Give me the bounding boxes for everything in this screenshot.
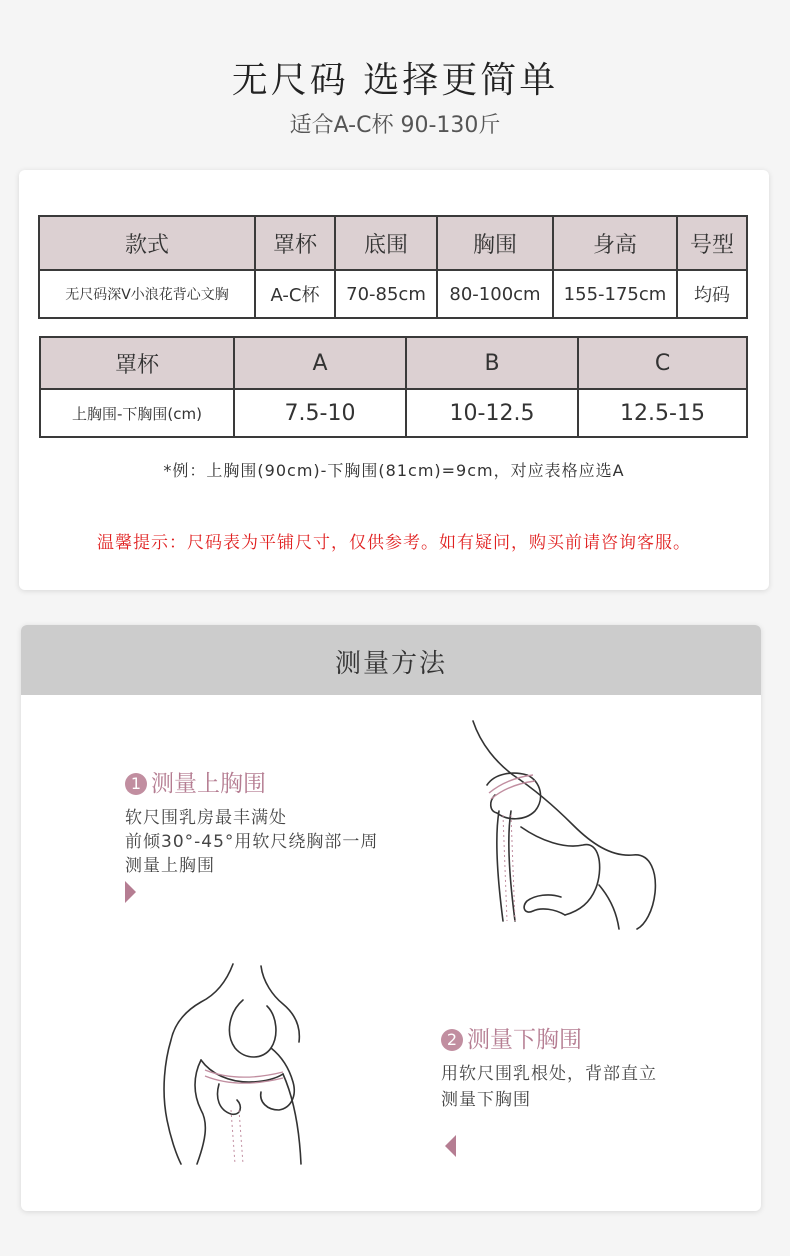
step2-number: 2 bbox=[441, 1029, 463, 1051]
cup-header-label: 罩杯 bbox=[40, 337, 234, 389]
upper-bust-figure-icon bbox=[461, 715, 671, 930]
size-cell-style: 无尺码深V小浪花背心文胸 bbox=[39, 270, 255, 318]
table-row bbox=[40, 389, 747, 437]
cup-value-a: 7.5-10 bbox=[234, 389, 406, 437]
under-bust-figure-icon bbox=[131, 960, 331, 1165]
cup-table bbox=[39, 336, 748, 438]
cup-value-b: 10-12.5 bbox=[406, 389, 578, 437]
size-header-underbust: 底围 bbox=[335, 216, 437, 270]
cup-header-a: A bbox=[234, 337, 406, 389]
size-header-size: 号型 bbox=[677, 216, 747, 270]
arrow-left-icon bbox=[445, 1135, 456, 1157]
size-header-style: 款式 bbox=[39, 216, 255, 270]
page-title: 无尺码 选择更简单 bbox=[231, 60, 559, 101]
size-chart-card bbox=[19, 170, 769, 590]
cup-header-b: B bbox=[406, 337, 578, 389]
cup-row-label: 上胸围-下胸围(cm) bbox=[40, 389, 234, 437]
size-cell-underbust: 70-85cm bbox=[335, 270, 437, 318]
cup-table-header-row bbox=[40, 337, 747, 389]
step1-line-3: 测量上胸围 bbox=[125, 856, 215, 876]
warning-text: 温馨提示：尺码表为平铺尺寸，仅供参考。如有疑问，购买前请咨询客服。 bbox=[97, 533, 691, 553]
size-header-height: 身高 bbox=[553, 216, 677, 270]
table-row bbox=[39, 270, 747, 318]
cup-header-c: C bbox=[578, 337, 747, 389]
size-header-bust: 胸围 bbox=[437, 216, 553, 270]
cup-value-c: 12.5-15 bbox=[578, 389, 747, 437]
size-cell-bust: 80-100cm bbox=[437, 270, 553, 318]
measure-title: 测量方法 bbox=[334, 649, 447, 679]
step2-title-text: 测量下胸围 bbox=[467, 1027, 582, 1053]
size-header-cup: 罩杯 bbox=[255, 216, 335, 270]
step2-line-2: 测量下胸围 bbox=[441, 1090, 531, 1110]
measure-title-bar bbox=[21, 625, 761, 695]
measure-card bbox=[21, 625, 761, 1211]
size-cell-size: 均码 bbox=[677, 270, 747, 318]
step1-line-1: 软尺围乳房最丰满处 bbox=[125, 808, 287, 828]
step1-title-text: 测量上胸围 bbox=[151, 771, 266, 797]
step1-number: 1 bbox=[125, 773, 147, 795]
size-cell-height: 155-175cm bbox=[553, 270, 677, 318]
example-note: *例：上胸围(90cm)-下胸围(81cm)=9cm，对应表格应选A bbox=[163, 461, 625, 480]
size-cell-cup: A-C杯 bbox=[255, 270, 335, 318]
step2-line-1: 用软尺围乳根处，背部直立 bbox=[441, 1064, 657, 1084]
step1-title bbox=[125, 765, 266, 798]
page-subtitle: 适合A-C杯 90-130斤 bbox=[289, 113, 501, 138]
step1-line-2: 前倾30°-45°用软尺绕胸部一周 bbox=[125, 832, 379, 852]
step2-title bbox=[441, 1021, 582, 1054]
arrow-right-icon bbox=[125, 881, 136, 903]
size-table-header-row bbox=[39, 216, 747, 270]
size-table bbox=[38, 215, 748, 319]
